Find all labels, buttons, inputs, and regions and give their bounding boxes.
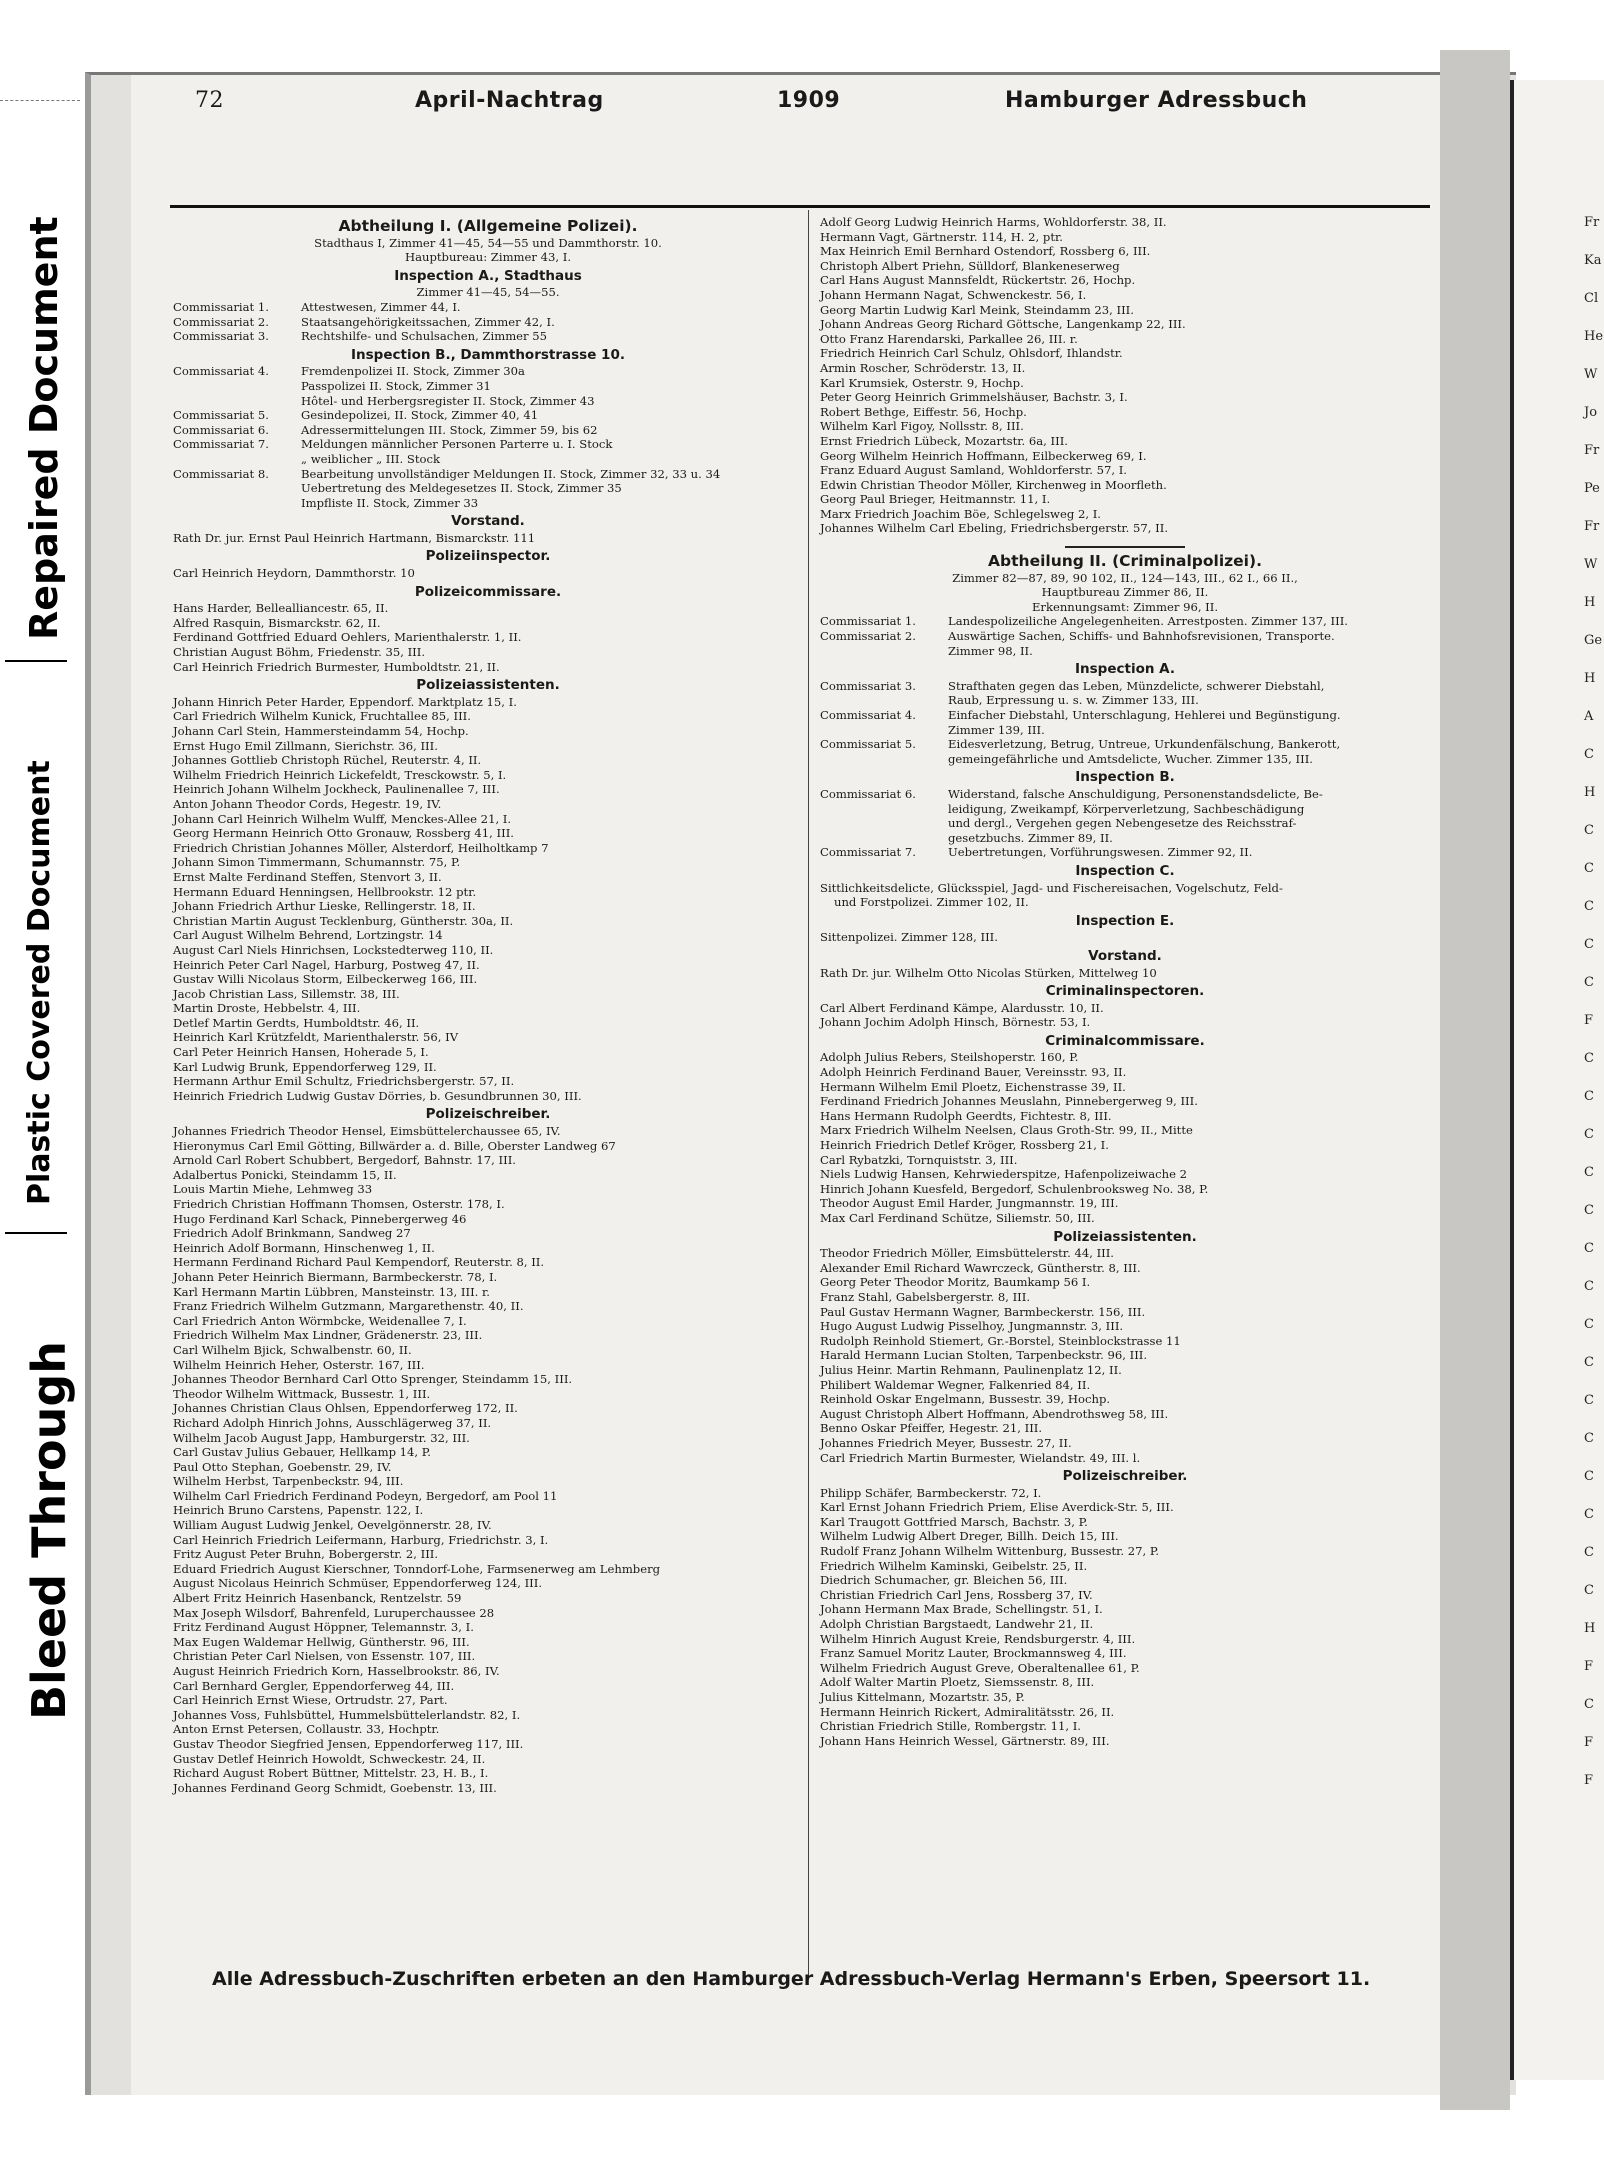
directory-entry: Hieronymus Carl Emil Götting, Billwärder a. d. Bille, Oberster Landweg 67 (173, 1138, 616, 1153)
commissariat-detail: Bearbeitung unvollständiger Meldungen II. Stock, Zimmer 32, 33 u. 34 (301, 466, 721, 481)
directory-entry: Heinrich Karl Krützfeldt, Marienthalerstr. 56, IV (173, 1030, 459, 1045)
directory-entry: Karl Traugott Gottfried Marsch, Bachstr. 3, P. (820, 1514, 1088, 1529)
commissariat-label: Commissariat 1. (173, 299, 269, 314)
directory-entry: Friedrich Adolf Brinkmann, Sandweg 27 (173, 1226, 411, 1241)
directory-entry: Johann Carl Stein, Hammersteindamm 54, Hochp. (173, 724, 469, 738)
directory-entry: Carl Bernhard Gergler, Eppendorferweg 44, III. (173, 1678, 455, 1693)
directory-entry: William August Ludwig Jenkel, Oevelgönnerstr. 28, IV. (173, 1518, 492, 1533)
directory-entry: Max Joseph Wilsdorf, Bahrenfeld, Luruperchaussee 28 (173, 1605, 495, 1620)
directory-entry: Ernst Friedrich Lübeck, Mozartstr. 6a, III. (820, 433, 1068, 448)
directory-entry: Adalbertus Ponicki, Steindamm 15, II. (173, 1167, 397, 1182)
commissariat-label: Commissariat 5. (820, 737, 916, 752)
commissariat-detail: gemeingefährliche und Amtsdelicte, Wucher. Zimmer 135, III. (948, 751, 1313, 766)
commissariat-detail: Eidesverletzung, Betrug, Untreue, Urkundenfälschung, Bankerott, (948, 737, 1341, 752)
commissariat-entry (173, 467, 803, 511)
directory-entry: Karl Ludwig Brunk, Eppendorferweg 129, II. (173, 1059, 437, 1074)
directory-entry: Rath Dr. jur. Ernst Paul Heinrich Hartmann, Bismarckstr. 111 (173, 530, 536, 545)
adjacent-page-letter: C (1584, 1051, 1594, 1066)
directory-entry: Johannes Gottlieb Christoph Rüchel, Reuterstr. 4, II. (173, 753, 482, 768)
adjacent-page-letter: C (1584, 1431, 1594, 1446)
commissariat-label: Commissariat 3. (173, 329, 269, 344)
commissariat-entry (820, 679, 1430, 708)
directory-entry: Carl Friedrich Anton Wörmbcke, Weidenallee 7, I. (173, 1313, 467, 1328)
commissariat-detail: Rechtshilfe- und Schulsachen, Zimmer 55 (301, 329, 548, 344)
commissariat-label: Commissariat 7. (820, 845, 916, 860)
adjacent-page-letter: He (1584, 329, 1604, 344)
directory-entry: Niels Ludwig Hansen, Kehrwiederspitze, Hafenpolizeiwache 2 (820, 1167, 1187, 1182)
commissariat-detail: Einfacher Diebstahl, Unterschlagung, Hehlerei und Begünstigung. (948, 708, 1341, 722)
directory-entry: Julius Heinr. Martin Rehmann, Paulinenplatz 12, II. (820, 1362, 1122, 1377)
adjacent-page-letter: C (1584, 1241, 1594, 1256)
directory-entry: Christian August Böhm, Friedenstr. 35, III. (173, 645, 426, 660)
directory-entry: Friedrich Christian Hoffmann Thomsen, Osterstr. 178, I. (173, 1197, 505, 1211)
header-left-title: April-Nachtrag (415, 88, 604, 113)
adjacent-page-letter: C (1584, 937, 1594, 952)
directory-entry: Alexander Emil Richard Wawrczeck, Güntherstr. 8, III. (820, 1260, 1141, 1275)
section-heading: Polizeiinspector. (425, 548, 551, 565)
directory-entry: Carl Albert Ferdinand Kämpe, Alardusstr. 10, II. (820, 1000, 1104, 1015)
adjacent-page-letter: Fr (1584, 215, 1600, 230)
directory-entry: Christian Friedrich Carl Jens, Rossberg 37, IV. (820, 1587, 1093, 1602)
directory-entry: Philipp Schäfer, Barmbeckerstr. 72, I. (820, 1485, 1042, 1500)
directory-entry: Robert Bethge, Eiffestr. 56, Hochp. (820, 404, 1027, 419)
directory-entry: Martin Droste, Hebbelstr. 4, III. (173, 1001, 361, 1016)
directory-entry: Hugo August Ludwig Pisselhoy, Jungmannstr. 3, III. (820, 1319, 1124, 1334)
directory-entry: Hinrich Johann Kuesfeld, Bergedorf, Schulenbrooksweg No. 38, P. (820, 1181, 1209, 1196)
directory-entry: Ernst Malte Ferdinand Steffen, Stenvort 3, II. (173, 869, 442, 884)
directory-entry: Harald Hermann Lucian Stolten, Tarpenbeckstr. 96, III. (820, 1348, 1148, 1363)
commissariat-entry (173, 437, 803, 466)
directory-entry: Heinrich Friedrich Detlef Kröger, Rossberg 21, I. (820, 1138, 1109, 1153)
directory-entry: Richard Adolph Hinrich Johns, Ausschlägerweg 37, II. (173, 1415, 492, 1430)
directory-entry: Franz Stahl, Gabelsbergerstr. 8, III. (820, 1289, 1031, 1304)
directory-entry: Hermann Arthur Emil Schultz, Friedrichsbergerstr. 57, II. (173, 1074, 515, 1089)
section-heading: Polizeiassistenten. (1053, 1228, 1197, 1245)
adjacent-page-letter: F (1584, 1013, 1594, 1028)
directory-entry: Georg Martin Ludwig Karl Meink, Steindamm 23, III. (820, 302, 1134, 317)
adjacent-page-letter: C (1584, 1545, 1594, 1560)
adjacent-page-letter: Ge (1584, 633, 1603, 648)
adjacent-page-letter: C (1584, 975, 1594, 990)
directory-entry: Detlef Martin Gerdts, Humboldtstr. 46, II. (173, 1015, 420, 1030)
directory-entry: Paul Otto Stephan, Goebenstr. 29, IV. (173, 1459, 392, 1474)
directory-entry: Wilhelm Friedrich Heinrich Lickefeldt, Tresckowstr. 5, I. (173, 767, 507, 782)
commissariat-entry (173, 300, 803, 315)
commissariat-entry (173, 423, 803, 438)
directory-entry: Wilhelm Ludwig Albert Dreger, Billh. Deich 15, III. (820, 1529, 1119, 1544)
directory-entry: Wilhelm Carl Friedrich Ferdinand Podeyn, Bergedorf, am Pool 11 (173, 1488, 558, 1503)
directory-entry: Johann Hermann Nagat, Schwenckestr. 56, I. (820, 287, 1087, 302)
directory-entry: Ferdinand Friedrich Johannes Meuslahn, Pinnebergerweg 9, III. (820, 1094, 1198, 1109)
directory-entry: Carl Heinrich Friedrich Burmester, Humboldtstr. 21, II. (173, 659, 500, 674)
section-heading: Abtheilung II. (Criminalpolizei). (988, 552, 1262, 571)
directory-entry: Paul Gustav Hermann Wagner, Barmbeckerstr. 156, III. (820, 1304, 1146, 1319)
commissariat-label: Commissariat 3. (820, 678, 916, 693)
directory-entry: Wilhelm Heinrich Heher, Osterstr. 167, III. (173, 1357, 425, 1372)
directory-entry: Wilhelm Herbst, Tarpenbeckstr. 94, III. (173, 1474, 404, 1489)
commissariat-detail: Zimmer 139, III. (948, 722, 1045, 737)
directory-entry: Johann Peter Heinrich Biermann, Barmbeckerstr. 78, I. (173, 1269, 498, 1284)
directory-entry: Rudolf Franz Johann Wilhelm Wittenburg, Bussestr. 27, P. (820, 1544, 1160, 1559)
adjacent-page-letter: Fr (1584, 443, 1600, 458)
section-subtitle: Erkennungsamt: Zimmer 96, II. (1031, 599, 1219, 614)
adjacent-page-letter: C (1584, 1469, 1594, 1484)
directory-entry: Johannes Christian Claus Ohlsen, Eppendorferweg 172, II. (173, 1401, 518, 1416)
directory-entry: Friedrich Christian Johannes Möller, Alsterdorf, Heilholtkamp 7 (173, 840, 549, 855)
section-subtitle: Hauptbureau Zimmer 86, II. (1041, 585, 1209, 600)
adjacent-page-letter: C (1584, 1393, 1594, 1408)
adjacent-page-letter: C (1584, 899, 1594, 914)
directory-entry: Otto Franz Harendarski, Parkallee 26, III. r. (820, 331, 1078, 346)
adjacent-page-letter: Fr (1584, 519, 1600, 534)
section-subtitle: Zimmer 41—45, 54—55. (416, 285, 560, 300)
adjacent-page-letter: F (1584, 1659, 1594, 1674)
commissariat-label: Commissariat 4. (820, 708, 916, 722)
commissariat-label: Commissariat 6. (173, 422, 269, 437)
commissariat-entry (173, 329, 803, 344)
commissariat-detail: „ weiblicher „ III. Stock (301, 451, 440, 466)
directory-entry: Carl Gustav Julius Gebauer, Hellkamp 14, P. (173, 1445, 431, 1460)
section-rule (1065, 546, 1185, 548)
section-heading: Criminalcommissare. (1045, 1032, 1205, 1049)
commissariat-detail: Strafthaten gegen das Leben, Münzdelicte, schwerer Diebstahl, (948, 678, 1325, 693)
directory-entry: Adolf Georg Ludwig Heinrich Harms, Wohldorferstr. 38, II. (820, 215, 1167, 229)
adjacent-page-letter: Pe (1584, 481, 1600, 496)
directory-entry: Johannes Theodor Bernhard Carl Otto Sprenger, Steindamm 15, III. (173, 1372, 573, 1387)
directory-entry: Carl Friedrich Martin Burmester, Wielandstr. 49, III. l. (820, 1450, 1141, 1465)
directory-entry: August Carl Niels Hinrichsen, Lockstedterweg 110, II. (173, 942, 494, 957)
commissariat-entry (820, 614, 1430, 629)
commissariat-entry (173, 408, 803, 423)
section-heading: Polizeicommissare. (414, 583, 562, 600)
section-subtitle: Stadthaus I, Zimmer 41—45, 54—55 und Dammthorstr. 10. (314, 235, 662, 250)
directory-entry: Adolph Julius Rebers, Steilshoperstr. 160, P. (820, 1050, 1079, 1065)
directory-entry: Johann Andreas Georg Richard Göttsche, Langenkamp 22, III. (820, 317, 1186, 332)
adjacent-page-letter: C (1584, 1317, 1594, 1332)
directory-entry: Edwin Christian Theodor Möller, Kirchenweg in Moorfleth. (820, 477, 1167, 492)
adjacent-page-letter: C (1584, 1127, 1594, 1142)
header-right-title: Hamburger Adressbuch (1005, 88, 1308, 113)
section-heading: Inspection B., Dammthorstrasse 10. (351, 346, 625, 363)
directory-entry: Christian Peter Carl Nielsen, von Essenstr. 107, III. (173, 1649, 476, 1664)
directory-entry: Johannes Friedrich Theodor Hensel, Eimsbüttelerchaussee 65, IV. (173, 1124, 561, 1139)
adjacent-page-letter: C (1584, 1165, 1594, 1180)
directory-entry: Theodor Friedrich Möller, Eimsbüttelerstr. 44, III. (820, 1246, 1114, 1261)
directory-entry: Fritz August Peter Bruhn, Bobergerstr. 2, III. (173, 1547, 439, 1562)
commissariat-label: Commissariat 2. (820, 629, 916, 644)
adjacent-page-letter: C (1584, 1507, 1594, 1522)
section-heading: Inspection E. (1075, 912, 1175, 929)
section-heading: Criminalinspectoren. (1045, 983, 1205, 1000)
commissariat-detail: Widerstand, falsche Anschuldigung, Personenstandsdelicte, Be- (948, 786, 1323, 801)
directory-entry: Carl Heinrich Heydorn, Dammthorstr. 10 (173, 566, 415, 581)
directory-entry: Georg Paul Brieger, Heitmannstr. 11, I. (820, 492, 1051, 507)
column-divider (808, 210, 809, 1980)
directory-entry: Sittlichkeitsdelicte, Glücksspiel, Jagd- und Fischereisachen, Vogelschutz, Feld- (820, 880, 1283, 895)
directory-entry: Karl Hermann Martin Lübbren, Mansteinstr. 13, III. r. (173, 1284, 490, 1299)
commissariat-detail: Impfliste II. Stock, Zimmer 33 (301, 495, 479, 510)
directory-entry: Friedrich Heinrich Carl Schulz, Ohlsdorf, Ihlandstr. (820, 346, 1123, 361)
directory-entry: Alfred Rasquin, Bismarckstr. 62, II. (173, 615, 381, 630)
directory-entry: Carl Hans August Mannsfeldt, Rückertstr. 26, Hochp. (820, 273, 1136, 288)
directory-entry: Johann Carl Heinrich Wilhelm Wulff, Menckes-Allee 21, I. (173, 811, 512, 826)
directory-entry: Hermann Ferdinand Richard Paul Kempendorf, Reuterstr. 8, II. (173, 1255, 545, 1270)
directory-entry: Franz Eduard August Samland, Wohldorferstr. 57, I. (820, 463, 1127, 478)
directory-entry: Fritz Ferdinand August Höppner, Telemannstr. 3, I. (173, 1620, 474, 1635)
directory-entry: Heinrich Peter Carl Nagel, Harburg, Postweg 47, II. (173, 957, 480, 972)
directory-entry: Marx Friedrich Joachim Böe, Schlegelsweg 2, I. (820, 506, 1101, 521)
directory-entry: Christian Friedrich Stille, Rombergstr. 11, I. (820, 1719, 1081, 1734)
directory-entry: Heinrich Johann Wilhelm Jockheck, Paulinenallee 7, III. (173, 782, 500, 797)
adjacent-page-letter: F (1584, 1773, 1594, 1788)
page-fold (1440, 50, 1510, 2110)
commissariat-label: Commissariat 2. (173, 314, 269, 329)
directory-entry: Jacob Christian Lass, Sillemstr. 38, III. (173, 986, 400, 1001)
directory-entry: und Forstpolizei. Zimmer 102, II. (834, 895, 1029, 910)
tag-divider (5, 1232, 67, 1234)
side-tags (0, 0, 80, 2177)
directory-entry: Johann Hinrich Peter Harder, Eppendorf. Marktplatz 15, I. (173, 694, 517, 709)
adjacent-page-letter: H (1584, 671, 1596, 686)
adjacent-page-letter: A (1584, 709, 1594, 724)
directory-entry: Julius Kittelmann, Mozartstr. 35, P. (820, 1690, 1025, 1704)
directory-entry: Georg Hermann Heinrich Otto Gronauw, Rossberg 41, III. (173, 826, 514, 841)
adjacent-page-letter: H (1584, 1621, 1596, 1636)
directory-entry: Karl Krumsiek, Osterstr. 9, Hochp. (820, 375, 1024, 390)
directory-entry: Christoph Albert Priehn, Sülldorf, Blankeneserweg (820, 258, 1120, 273)
directory-entry: Reinhold Oskar Engelmann, Bussestr. 39, Hochp. (820, 1392, 1111, 1407)
directory-entry: Johann Simon Timmermann, Schumannstr. 75, P. (173, 855, 461, 870)
directory-entry: Christian Martin August Tecklenburg, Güntherstr. 30a, II. (173, 913, 514, 928)
adjacent-page-letter: C (1584, 1089, 1594, 1104)
directory-entry: Wilhelm Jacob August Japp, Hamburgerstr. 32, III. (173, 1430, 470, 1445)
commissariat-detail: Meldungen männlicher Personen Parterre u. I. Stock (301, 437, 613, 452)
page-header (125, 88, 1425, 128)
directory-entry: Albert Fritz Heinrich Hasenbanck, Rentzelstr. 59 (173, 1591, 462, 1606)
directory-entry: Friedrich Wilhelm Max Lindner, Grädenerstr. 23, III. (173, 1328, 483, 1343)
directory-entry: Sittenpolizei. Zimmer 128, III. (820, 930, 998, 945)
directory-entry: Carl Wilhelm Bjick, Schwalbenstr. 60, II. (173, 1342, 412, 1357)
directory-entry: August Heinrich Friedrich Korn, Hasselbrookstr. 86, IV. (173, 1664, 500, 1678)
commissariat-detail: Fremdenpolizei II. Stock, Zimmer 30a (301, 364, 525, 379)
adjacent-page-letter: C (1584, 1697, 1594, 1712)
directory-entry: Adolf Walter Martin Ploetz, Siemssenstr. 8, III. (820, 1675, 1095, 1690)
directory-entry: Johannes Friedrich Meyer, Bussestr. 27, II. (820, 1435, 1072, 1450)
commissariat-entry (820, 845, 1430, 860)
directory-entry: Eduard Friedrich August Kierschner, Tonndorf-Lohe, Farmsenerweg am Lehmberg (173, 1561, 661, 1576)
directory-entry: Heinrich Friedrich Ludwig Gustav Dörries, b. Gesundbrunnen 30, III. (173, 1088, 582, 1103)
directory-entry: Franz Friedrich Wilhelm Gutzmann, Margarethenstr. 40, II. (173, 1299, 524, 1314)
directory-entry: Hans Hermann Rudolph Geerdts, Fichtestr. 8, III. (820, 1108, 1112, 1123)
directory-entry: Benno Oskar Pfeiffer, Hegestr. 21, III. (820, 1421, 1043, 1436)
section-heading: Inspection C. (1075, 862, 1175, 879)
commissariat-label: Commissariat 4. (173, 364, 269, 379)
commissariat-detail: Staatsangehörigkeitssachen, Zimmer 42, I. (301, 314, 555, 329)
adjacent-page-letter: Cl (1584, 291, 1599, 306)
directory-entry: Johann Hans Heinrich Wessel, Gärtnerstr. 89, III. (820, 1733, 1110, 1748)
commissariat-detail: Hôtel- und Herbergsregister II. Stock, Zimmer 43 (301, 393, 595, 408)
commissariat-detail: Landespolizeiliche Angelegenheiten. Arrestposten. Zimmer 137, III. (948, 614, 1348, 629)
section-heading: Vorstand. (451, 513, 525, 530)
directory-entry: Max Carl Ferdinand Schütze, Siliemstr. 50, III. (820, 1211, 1095, 1225)
commissariat-detail: Gesindepolizei, II. Stock, Zimmer 40, 41 (301, 408, 539, 423)
section-heading: Abtheilung I. (Allgemeine Polizei). (338, 217, 638, 235)
commissariat-detail: Uebertretung des Meldegesetzes II. Stock, Zimmer 35 (301, 481, 622, 496)
adjacent-page-letter: C (1584, 1279, 1594, 1294)
page-number: 72 (195, 88, 224, 113)
commissariat-detail: Zimmer 98, II. (948, 643, 1033, 658)
directory-entry: Wilhelm Hinrich August Kreie, Rendsburgerstr. 4, III. (820, 1631, 1136, 1646)
directory-entry: Anton Ernst Petersen, Collaustr. 33, Hochptr. (173, 1722, 440, 1737)
header-rule (170, 205, 1430, 208)
directory-entry: Theodor August Emil Harder, Jungmannstr. 19, III. (820, 1196, 1119, 1211)
adjacent-page-letter: C (1584, 861, 1594, 876)
directory-entry: Anton Johann Theodor Cords, Hegestr. 19, IV. (173, 796, 442, 811)
section-heading: Inspection B. (1075, 769, 1175, 786)
directory-entry: Gustav Willi Nicolaus Storm, Eilbeckerweg 166, III. (173, 972, 478, 987)
directory-entry: Gustav Detlef Heinrich Howoldt, Schweckestr. 24, II. (173, 1751, 486, 1766)
directory-entry: Diedrich Schumacher, gr. Bleichen 56, III. (820, 1573, 1068, 1588)
commissariat-detail: Passpolizei II. Stock, Zimmer 31 (301, 378, 491, 393)
directory-entry: Philibert Waldemar Wegner, Falkenried 84, II. (820, 1377, 1091, 1392)
adjacent-page-letter: C (1584, 1203, 1594, 1218)
directory-entry: Arnold Carl Robert Schubbert, Bergedorf, Bahnstr. 17, III. (173, 1153, 516, 1168)
directory-entry: Ferdinand Gottfried Eduard Oehlers, Marienthalerstr. 1, II. (173, 630, 522, 645)
directory-entry: Wilhelm Friedrich August Greve, Oberaltenallee 61, P. (820, 1660, 1140, 1675)
directory-entry: Johann Jochim Adolph Hinsch, Börnestr. 53, I. (820, 1015, 1091, 1030)
commissariat-detail: gesetzbuchs. Zimmer 89, II. (948, 830, 1113, 845)
directory-entry: Johannes Voss, Fuhlsbüttel, Hummelsbüttelerlandstr. 82, I. (173, 1707, 521, 1722)
commissariat-label: Commissariat 1. (820, 614, 916, 629)
directory-entry: Wilhelm Karl Figoy, Nollsstr. 8, III. (820, 419, 1024, 434)
adjacent-page-letter: Jo (1584, 405, 1598, 420)
adjacent-page-letter: C (1584, 1583, 1594, 1598)
section-heading: Polizeischreiber. (425, 1106, 551, 1123)
directory-entry: Max Heinrich Emil Bernhard Ostendorf, Rossberg 6, III. (820, 244, 1151, 259)
adjacent-page-letter: F (1584, 1735, 1594, 1750)
commissariat-detail: Raub, Erpressung u. s. w. Zimmer 133, III. (948, 693, 1199, 708)
directory-entry: Max Eugen Waldemar Hellwig, Güntherstr. 96, III. (173, 1634, 470, 1649)
commissariat-entry (173, 364, 803, 408)
directory-entry: Karl Ernst Johann Friedrich Priem, Elise Averdick-Str. 5, III. (820, 1500, 1174, 1515)
header-year: 1909 (777, 88, 841, 113)
directory-entry: Carl Rybatzki, Tornquiststr. 3, III. (820, 1152, 1018, 1167)
tag-bleed-through: Bleed Through (22, 1340, 76, 1720)
directory-entry: Adolph Heinrich Ferdinand Bauer, Vereinsstr. 93, II. (820, 1065, 1127, 1080)
directory-entry: Georg Wilhelm Heinrich Hoffmann, Eilbeckerweg 69, I. (820, 448, 1147, 463)
commissariat-entry (820, 708, 1430, 737)
directory-entry: Carl Peter Heinrich Hansen, Hoherade 5, I. (173, 1045, 429, 1060)
adjacent-page-letter: W (1584, 557, 1598, 572)
directory-entry: Georg Peter Theodor Moritz, Baumkamp 56 I. (820, 1275, 1091, 1290)
commissariat-detail: Attestwesen, Zimmer 44, I. (301, 299, 461, 314)
commissariat-detail: leidigung, Zweikampf, Körperverletzung, Sachbeschädigung (948, 801, 1305, 816)
adjacent-page-letter: W (1584, 367, 1598, 382)
commissariat-entry (173, 315, 803, 330)
commissariat-detail: Uebertretungen, Vorführungswesen. Zimmer 92, II. (948, 845, 1253, 860)
tag-repaired: Repaired Document (22, 216, 66, 640)
directory-entry: Adolph Christian Bargstaedt, Landwehr 21, II. (820, 1617, 1094, 1632)
directory-entry: Hermann Vagt, Gärtnerstr. 114, H. 2, ptr. (820, 229, 1063, 244)
directory-entry: Peter Georg Heinrich Grimmelshäuser, Bachstr. 3, I. (820, 390, 1128, 405)
right-column (820, 215, 1430, 1748)
commissariat-label: Commissariat 5. (173, 408, 269, 423)
directory-entry: Heinrich Adolf Bormann, Hinschenweg 1, II. (173, 1240, 435, 1255)
directory-entry: Rudolph Reinhold Stiemert, Gr.-Borstel, Steinblockstrasse 11 (820, 1333, 1181, 1348)
commissariat-label: Commissariat 8. (173, 466, 269, 481)
directory-entry: Johannes Ferdinand Georg Schmidt, Goebenstr. 13, III. (173, 1780, 497, 1795)
footer-notice: Alle Adressbuch-Zuschriften erbeten an den Hamburger Adressbuch-Verlag Hermann's Erben, Speersort 11. (212, 1968, 1371, 1990)
commissariat-label: Commissariat 7. (173, 437, 269, 452)
commissariat-detail: Adressermittelungen III. Stock, Zimmer 59, bis 62 (301, 422, 598, 437)
directory-entry: Ernst Hugo Emil Zillmann, Sierichstr. 36, III. (173, 738, 438, 753)
tag-divider (5, 660, 67, 662)
section-heading: Vorstand. (1088, 947, 1162, 964)
directory-entry: Hermann Eduard Henningsen, Hellbrookstr. 12 ptr. (173, 884, 477, 899)
section-heading: Inspection A. (1075, 661, 1175, 678)
directory-entry: Rath Dr. jur. Wilhelm Otto Nicolas Stürken, Mittelweg 10 (820, 965, 1157, 980)
directory-entry: Johann Hermann Max Brade, Schellingstr. 51, I. (820, 1602, 1103, 1617)
adjacent-page-letter: H (1584, 785, 1596, 800)
left-column (173, 215, 803, 1795)
directory-entry: Louis Martin Miehe, Lehmweg 33 (173, 1182, 373, 1197)
directory-entry: Carl Friedrich Wilhelm Kunick, Fruchtallee 85, III. (173, 709, 471, 724)
commissariat-label: Commissariat 6. (820, 786, 916, 801)
commissariat-entry (820, 737, 1430, 766)
section-subtitle: Zimmer 82—87, 89, 90 102, II., 124—143, III., 62 I., 66 II., (952, 570, 1298, 585)
directory-entry: Carl Heinrich Ernst Wiese, Ortrudstr. 27, Part. (173, 1693, 448, 1708)
directory-entry: August Christoph Albert Hoffmann, Abendrothsweg 58, III. (820, 1406, 1169, 1421)
directory-entry: Johannes Wilhelm Carl Ebeling, Friedrichsbergerstr. 57, II. (820, 521, 1169, 536)
commissariat-detail: Auswärtige Sachen, Schiffs- und Bahnhofsrevisionen, Transporte. (948, 629, 1335, 644)
adjacent-page-letter: C (1584, 747, 1594, 762)
adjacent-page-letter: C (1584, 823, 1594, 838)
section-heading: Inspection A., Stadthaus (394, 267, 582, 284)
directory-entry: Richard August Robert Büttner, Mittelstr. 23, H. B., I. (173, 1766, 489, 1781)
section-subtitle: Hauptbureau: Zimmer 43, I. (404, 250, 572, 265)
directory-entry: Franz Samuel Moritz Lauter, Brockmannsweg 4, III. (820, 1646, 1127, 1661)
directory-entry: Carl August Wilhelm Behrend, Lortzingstr. 14 (173, 928, 443, 943)
directory-entry: August Nicolaus Heinrich Schmüser, Eppendorferweg 124, III. (173, 1576, 543, 1591)
adjacent-page-letter: H (1584, 595, 1596, 610)
directory-entry: Marx Friedrich Wilhelm Neelsen, Claus Groth-Str. 99, II., Mitte (820, 1123, 1193, 1138)
commissariat-entry (820, 787, 1430, 845)
directory-entry: Theodor Wilhelm Wittmack, Bussestr. 1, III. (173, 1386, 431, 1401)
dashed-rule (0, 100, 80, 101)
commissariat-detail: und dergl., Vergehen gegen Nebengesetze des Reichsstraf- (948, 816, 1297, 831)
directory-entry: Hans Harder, Bellealliancestr. 65, II. (173, 601, 389, 616)
adjacent-page-letter: C (1584, 1355, 1594, 1370)
directory-entry: Armin Roscher, Schröderstr. 13, II. (820, 360, 1026, 375)
directory-entry: Hermann Wilhelm Emil Ploetz, Eichenstrasse 39, II. (820, 1079, 1126, 1094)
commissariat-entry (820, 629, 1430, 658)
tag-plastic-covered: Plastic Covered Document (22, 760, 57, 1205)
directory-entry: Hugo Ferdinand Karl Schack, Pinnebergerweg 46 (173, 1211, 467, 1226)
directory-entry: Johann Friedrich Arthur Lieske, Rellingerstr. 18, II. (173, 899, 476, 914)
directory-entry: Heinrich Bruno Carstens, Papenstr. 122, I. (173, 1503, 424, 1518)
adjacent-page-letter: Ka (1584, 253, 1602, 268)
directory-entry: Hermann Heinrich Rickert, Admiralitätsstr. 26, II. (820, 1704, 1115, 1719)
section-heading: Polizeischreiber. (1062, 1468, 1188, 1485)
directory-entry: Carl Heinrich Friedrich Leifermann, Harburg, Friedrichstr. 3, I. (173, 1532, 549, 1547)
directory-entry: Friedrich Wilhelm Kaminski, Geibelstr. 25, II. (820, 1558, 1088, 1573)
directory-entry: Gustav Theodor Siegfried Jensen, Eppendorferweg 117, III. (173, 1736, 524, 1751)
section-heading: Polizeiassistenten. (416, 677, 560, 694)
